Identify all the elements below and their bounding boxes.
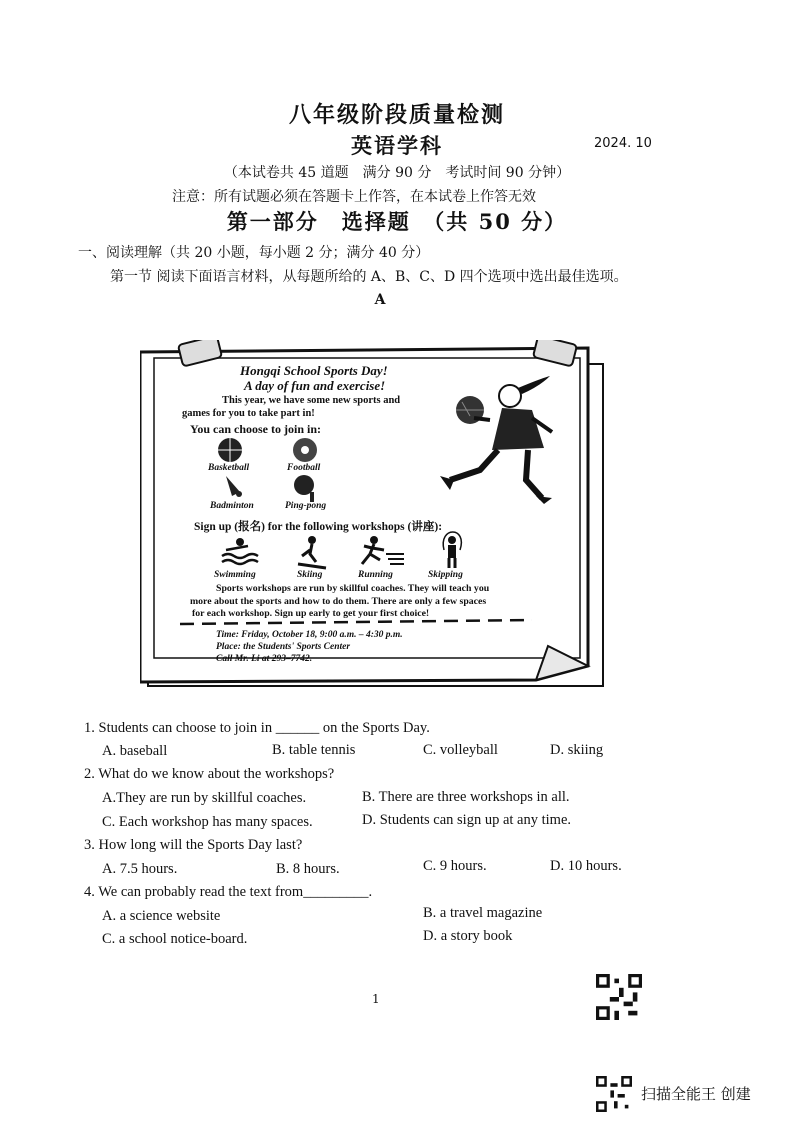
question-3-option-a: A. 7.5 hours. bbox=[102, 861, 178, 877]
exam-title: 八年级阶段质量检测 bbox=[288, 102, 505, 128]
scanner-watermark: 扫描全能王 创建 bbox=[641, 1085, 751, 1103]
workshop-label-skiing: Skiing bbox=[297, 570, 323, 580]
poster-title: Hongqi School Sports Day! bbox=[240, 363, 388, 378]
qr-code-icon bbox=[596, 974, 642, 1020]
workshop-label-swimming: Swimming bbox=[214, 570, 256, 580]
question-3-stem: 3. How long will the Sports Day last? bbox=[84, 837, 303, 853]
question-2-option-a: A.They are run by skillful coaches. bbox=[102, 790, 307, 806]
sport-label-badminton: Badminton bbox=[210, 501, 254, 511]
football-icon bbox=[293, 438, 317, 462]
sport-label-basketball: Basketball bbox=[208, 463, 250, 473]
page-number: 1 bbox=[372, 992, 380, 1006]
question-2-option-b: B. There are three workshops in all. bbox=[362, 789, 570, 805]
question-3-option-d: D. 10 hours. bbox=[550, 858, 622, 874]
question-2-stem: 2. What do we know about the workshops? bbox=[84, 766, 335, 782]
question-4-option-c: C. a school notice-board. bbox=[102, 931, 248, 947]
question-4-option-b: B. a travel magazine bbox=[423, 905, 543, 921]
basketball-icon bbox=[218, 438, 242, 462]
signup-heading: Sign up (报名) for the following workshops (讲座): bbox=[194, 521, 443, 533]
section-instruction: 第一节 阅读下面语言材料，从每题所给的 A、B、C、D 四个选项中选出最佳选项。 bbox=[110, 269, 628, 285]
question-4-stem: 4. We can probably read the text from_________. bbox=[84, 884, 373, 900]
workshop-label-skipping: Skipping bbox=[428, 570, 463, 580]
workshop-label-running: Running bbox=[358, 570, 393, 580]
poster-subtitle: A day of fun and exercise! bbox=[244, 378, 386, 393]
poster-place: Place: the Students' Sports Center bbox=[216, 642, 351, 652]
sports-day-poster bbox=[140, 340, 605, 692]
exam-date: 2024. 10 bbox=[594, 136, 652, 151]
sport-label-football: Football bbox=[287, 463, 321, 473]
question-1-option-b: B. table tennis bbox=[272, 742, 356, 758]
poster-intro-line1: This year, we have some new sports and bbox=[222, 395, 401, 406]
poster-time: Time: Friday, October 18, 9:00 a.m. – 4:30 p.m. bbox=[216, 630, 403, 640]
scanner-qr-code-icon bbox=[596, 1076, 632, 1112]
part-heading: 第一部分 选择题 （共 50 分） bbox=[226, 209, 568, 234]
poster-desc-line2: more about the sports and how to do them. There are only a few spaces bbox=[190, 596, 487, 607]
exam-info: （本试卷共 45 道题 满分 90 分 考试时间 90 分钟） bbox=[223, 165, 571, 181]
choose-heading: You can choose to join in: bbox=[190, 422, 322, 436]
section-heading: 一、阅读理解（共 20 小题，每小题 2 分；满分 40 分） bbox=[78, 245, 430, 261]
exam-subject: 英语学科 bbox=[351, 133, 443, 158]
question-3-option-b: B. 8 hours. bbox=[276, 861, 340, 877]
question-2-option-c: C. Each workshop has many spaces. bbox=[102, 814, 313, 830]
sport-label-ping-pong: Ping-pong bbox=[285, 501, 327, 511]
question-4-option-a: A. a science website bbox=[102, 908, 221, 924]
question-1-option-a: A. baseball bbox=[102, 743, 168, 759]
poster-desc-line3: for each workshop. Sign up early to get your first choice! bbox=[192, 608, 430, 619]
question-1-option-c: C. volleyball bbox=[423, 742, 498, 758]
poster-call: Call Mr. Li at 293–7742. bbox=[216, 654, 313, 664]
question-1-stem: 1. Students can choose to join in ______ on the Sports Day. bbox=[84, 720, 430, 736]
exam-note: 注意：所有试题必须在答题卡上作答，在本试卷上作答无效 bbox=[172, 189, 536, 205]
poster-intro-line2: games for you to take part in! bbox=[182, 408, 315, 419]
question-3-option-c: C. 9 hours. bbox=[423, 858, 487, 874]
question-4-option-d: D. a story book bbox=[423, 928, 513, 944]
question-2-option-d: D. Students can sign up at any time. bbox=[362, 812, 572, 828]
poster-desc-line1: Sports workshops are run by skillful coaches. They will teach you bbox=[216, 583, 490, 594]
question-1-option-d: D. skiing bbox=[550, 742, 604, 758]
passage-label: A bbox=[374, 292, 386, 308]
